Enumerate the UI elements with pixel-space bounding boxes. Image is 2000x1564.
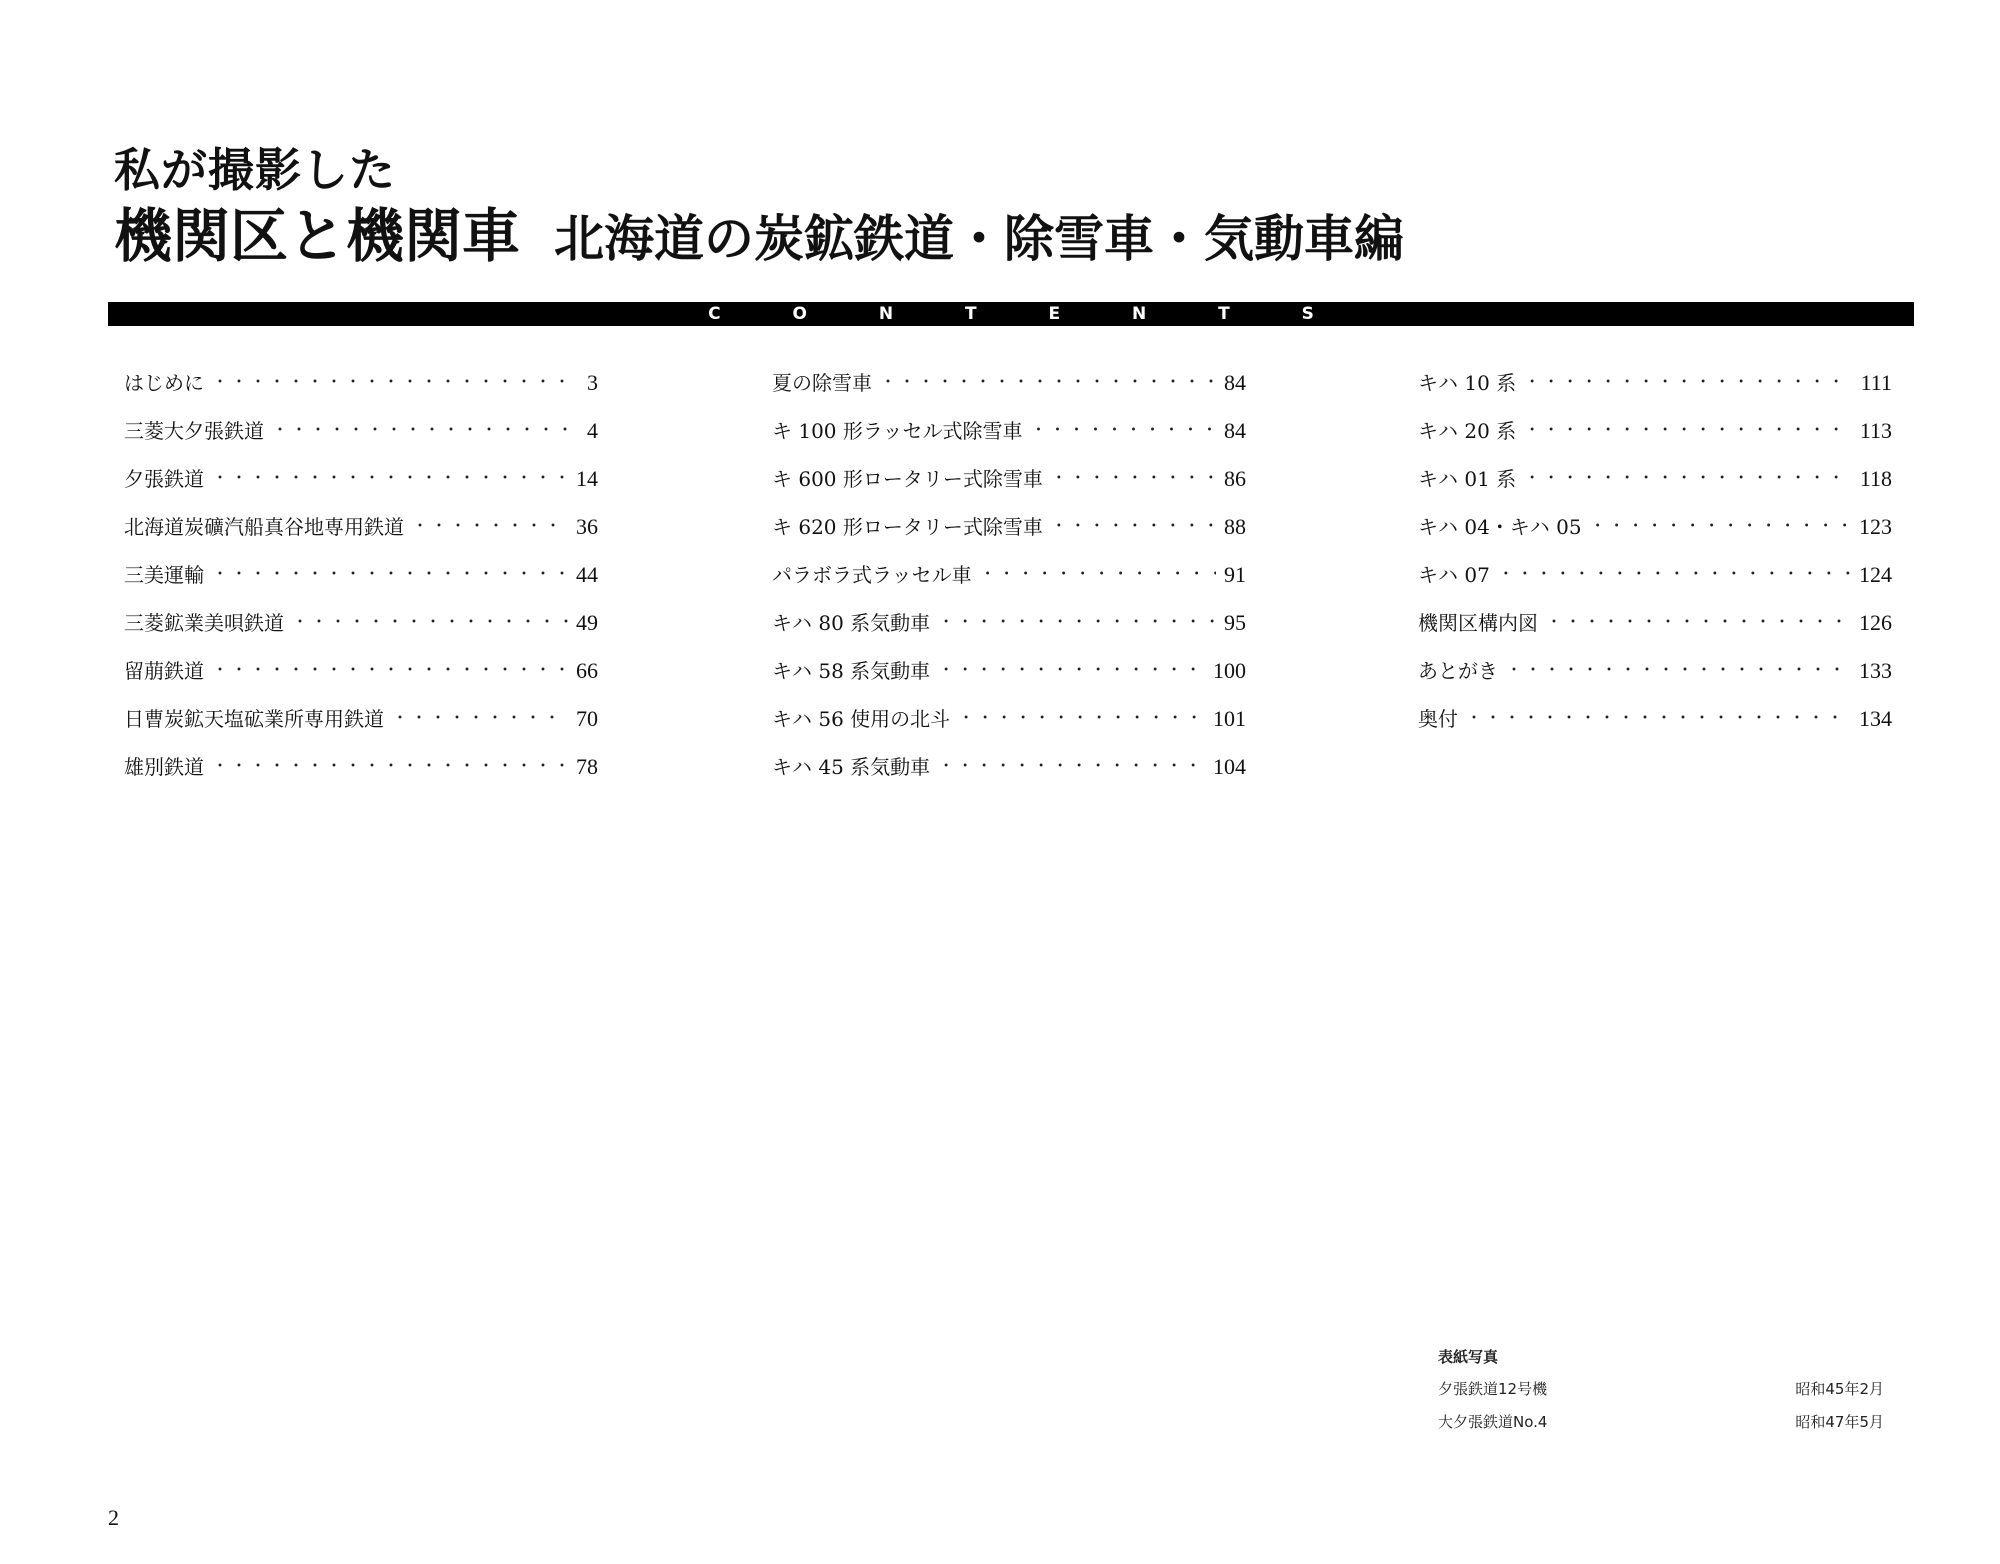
toc-entry[interactable] bbox=[1418, 362, 1892, 410]
toc-entry-page: 84 bbox=[1224, 418, 1246, 443]
toc-entry-label: はじめに bbox=[124, 371, 204, 395]
toc-entry-page: 49 bbox=[576, 610, 598, 635]
cover-photo-credits bbox=[1438, 1341, 1884, 1439]
book-subtitle: 私が撮影した bbox=[114, 143, 396, 197]
toc-leader-dots bbox=[212, 361, 579, 403]
toc-entry-page: 14 bbox=[576, 466, 598, 491]
contents-banner bbox=[108, 302, 1914, 326]
toc-entry[interactable] bbox=[124, 554, 598, 602]
toc-entry-label: 三菱鉱業美唄鉄道 bbox=[124, 611, 284, 635]
toc-entry-label: 夏の除雪車 bbox=[772, 371, 872, 395]
cover-photo-date: 昭和47年5月 bbox=[1795, 1413, 1884, 1431]
toc-entry-page: 3 bbox=[587, 370, 598, 395]
cover-photo-heading: 表紙写真 bbox=[1438, 1348, 1499, 1366]
toc-column-3 bbox=[1418, 362, 1892, 746]
toc-leader-dots bbox=[958, 697, 1205, 739]
toc-entry[interactable] bbox=[772, 410, 1246, 458]
toc-entry-label: キ 100 形ラッセル式除雪車 bbox=[772, 419, 1023, 443]
toc-leader-dots bbox=[212, 649, 568, 691]
cover-photo-row bbox=[1438, 1406, 1884, 1439]
contents-label: C O N T E N T S bbox=[708, 304, 1347, 324]
toc-entry-page: 44 bbox=[576, 562, 598, 587]
toc-entry-label: キハ 56 使用の北斗 bbox=[772, 707, 951, 731]
toc-column-1 bbox=[124, 362, 598, 794]
toc-leader-dots bbox=[212, 457, 568, 499]
toc-leader-dots bbox=[1051, 457, 1216, 499]
toc-entry[interactable] bbox=[772, 506, 1246, 554]
toc-entry[interactable] bbox=[772, 602, 1246, 650]
toc-entry-label: キハ 04・キハ 05 bbox=[1418, 515, 1582, 539]
toc-entry[interactable] bbox=[124, 362, 598, 410]
toc-entry-label: 雄別鉄道 bbox=[124, 755, 204, 779]
toc-entry[interactable] bbox=[124, 650, 598, 698]
toc-entry[interactable] bbox=[1418, 698, 1892, 746]
toc-entry[interactable] bbox=[124, 410, 598, 458]
toc-leader-dots bbox=[212, 553, 568, 595]
toc-entry-page: 78 bbox=[576, 754, 598, 779]
cover-photo-row bbox=[1438, 1373, 1884, 1406]
toc-leader-dots bbox=[980, 553, 1216, 595]
toc-leader-dots bbox=[1524, 361, 1852, 403]
toc-entry-page: 134 bbox=[1859, 706, 1892, 731]
toc-entry-page: 123 bbox=[1859, 514, 1892, 539]
toc-entry-page: 101 bbox=[1213, 706, 1246, 731]
toc-entry[interactable] bbox=[772, 650, 1246, 698]
toc-leader-dots bbox=[880, 361, 1216, 403]
toc-entry-page: 118 bbox=[1859, 466, 1892, 491]
toc-leader-dots bbox=[412, 505, 568, 547]
toc-leader-dots bbox=[938, 649, 1205, 691]
toc-leader-dots bbox=[392, 697, 568, 739]
toc-entry-page: 70 bbox=[576, 706, 598, 731]
toc-entry[interactable] bbox=[1418, 650, 1892, 698]
toc-entry-label: あとがき bbox=[1418, 659, 1498, 683]
toc-entry[interactable] bbox=[772, 554, 1246, 602]
toc-entry[interactable] bbox=[124, 458, 598, 506]
toc-column-2 bbox=[772, 362, 1246, 794]
toc-entry-label: 北海道炭礦汽船真谷地専用鉄道 bbox=[124, 515, 404, 539]
toc-entry-label: キハ 58 系気動車 bbox=[772, 659, 931, 683]
toc-leader-dots bbox=[292, 601, 568, 643]
toc-leader-dots bbox=[1546, 601, 1851, 643]
toc-entry[interactable] bbox=[1418, 506, 1892, 554]
toc-entry-label: キハ 01 系 bbox=[1418, 467, 1517, 491]
toc-entry[interactable] bbox=[772, 362, 1246, 410]
toc-entry[interactable] bbox=[772, 458, 1246, 506]
toc-leader-dots bbox=[272, 409, 579, 451]
toc-entry[interactable] bbox=[1418, 602, 1892, 650]
toc-leader-dots bbox=[1506, 649, 1851, 691]
toc-entry-label: キハ 20 系 bbox=[1418, 419, 1517, 443]
toc-entry[interactable] bbox=[1418, 458, 1892, 506]
book-title bbox=[114, 200, 1404, 275]
toc-leader-dots bbox=[1590, 505, 1851, 547]
cover-photo-subject: 夕張鉄道12号機 bbox=[1438, 1380, 1548, 1398]
toc-leader-dots bbox=[1524, 457, 1852, 499]
toc-entry-label: 夕張鉄道 bbox=[124, 467, 204, 491]
toc-entry-label: 奥付 bbox=[1418, 707, 1458, 731]
toc-entry-label: 機関区構内図 bbox=[1418, 611, 1538, 635]
toc-entry[interactable] bbox=[1418, 554, 1892, 602]
toc-entry-label: キ 620 形ロータリー式除雪車 bbox=[772, 515, 1043, 539]
toc-entry[interactable] bbox=[124, 506, 598, 554]
toc-entry[interactable] bbox=[124, 602, 598, 650]
toc-entry-label: キハ 80 系気動車 bbox=[772, 611, 931, 635]
toc-entry-page: 104 bbox=[1213, 754, 1246, 779]
toc-leader-dots bbox=[212, 745, 568, 787]
toc-entry-page: 84 bbox=[1224, 370, 1246, 395]
toc-entry-label: キハ 10 系 bbox=[1418, 371, 1517, 395]
toc-entry[interactable] bbox=[772, 698, 1246, 746]
toc-entry-label: 三菱大夕張鉄道 bbox=[124, 419, 264, 443]
toc-entry-page: 124 bbox=[1859, 562, 1892, 587]
toc-entry-label: キ 600 形ロータリー式除雪車 bbox=[772, 467, 1043, 491]
toc-entry-page: 4 bbox=[587, 418, 598, 443]
page-number: 2 bbox=[108, 1505, 119, 1530]
toc-entry-label: パラボラ式ラッセル車 bbox=[772, 563, 972, 587]
toc-entry-page: 133 bbox=[1859, 658, 1892, 683]
toc-leader-dots bbox=[1051, 505, 1216, 547]
toc-entry-page: 86 bbox=[1224, 466, 1246, 491]
toc-entry-label: 日曹炭鉱天塩砿業所専用鉄道 bbox=[124, 707, 384, 731]
toc-leader-dots bbox=[1466, 697, 1851, 739]
toc-leader-dots bbox=[1524, 409, 1852, 451]
toc-leader-dots bbox=[938, 745, 1205, 787]
toc-leader-dots bbox=[1498, 553, 1851, 595]
book-title-sub: 北海道の炭鉱鉄道・除雪車・気動車編 bbox=[554, 209, 1405, 268]
toc-entry[interactable] bbox=[124, 746, 598, 794]
toc-entry-page: 100 bbox=[1213, 658, 1246, 683]
toc-entry-page: 88 bbox=[1224, 514, 1246, 539]
book-title-main: 機関区と機関車 bbox=[114, 202, 521, 270]
toc-leader-dots bbox=[1031, 409, 1217, 451]
toc-entry-label: 留萠鉄道 bbox=[124, 659, 204, 683]
toc-entry-label: キハ 45 系気動車 bbox=[772, 755, 931, 779]
title-block bbox=[114, 142, 1404, 275]
toc-entry-page: 111 bbox=[1860, 370, 1892, 395]
toc-entry[interactable] bbox=[124, 698, 598, 746]
toc-entry-label: キハ 07 bbox=[1418, 563, 1490, 587]
toc-entry[interactable] bbox=[772, 746, 1246, 794]
cover-photo-subject: 大夕張鉄道No.4 bbox=[1438, 1413, 1548, 1431]
toc-entry-label: 三美運輸 bbox=[124, 563, 204, 587]
toc-entry-page: 113 bbox=[1859, 418, 1892, 443]
toc-entry-page: 95 bbox=[1224, 610, 1246, 635]
toc-entry[interactable] bbox=[1418, 410, 1892, 458]
toc-entry-page: 126 bbox=[1859, 610, 1892, 635]
toc-leader-dots bbox=[938, 601, 1216, 643]
toc-entry-page: 66 bbox=[576, 658, 598, 683]
cover-photo-date: 昭和45年2月 bbox=[1795, 1380, 1884, 1398]
toc-entry-page: 91 bbox=[1224, 562, 1246, 587]
toc-entry-page: 36 bbox=[576, 514, 598, 539]
